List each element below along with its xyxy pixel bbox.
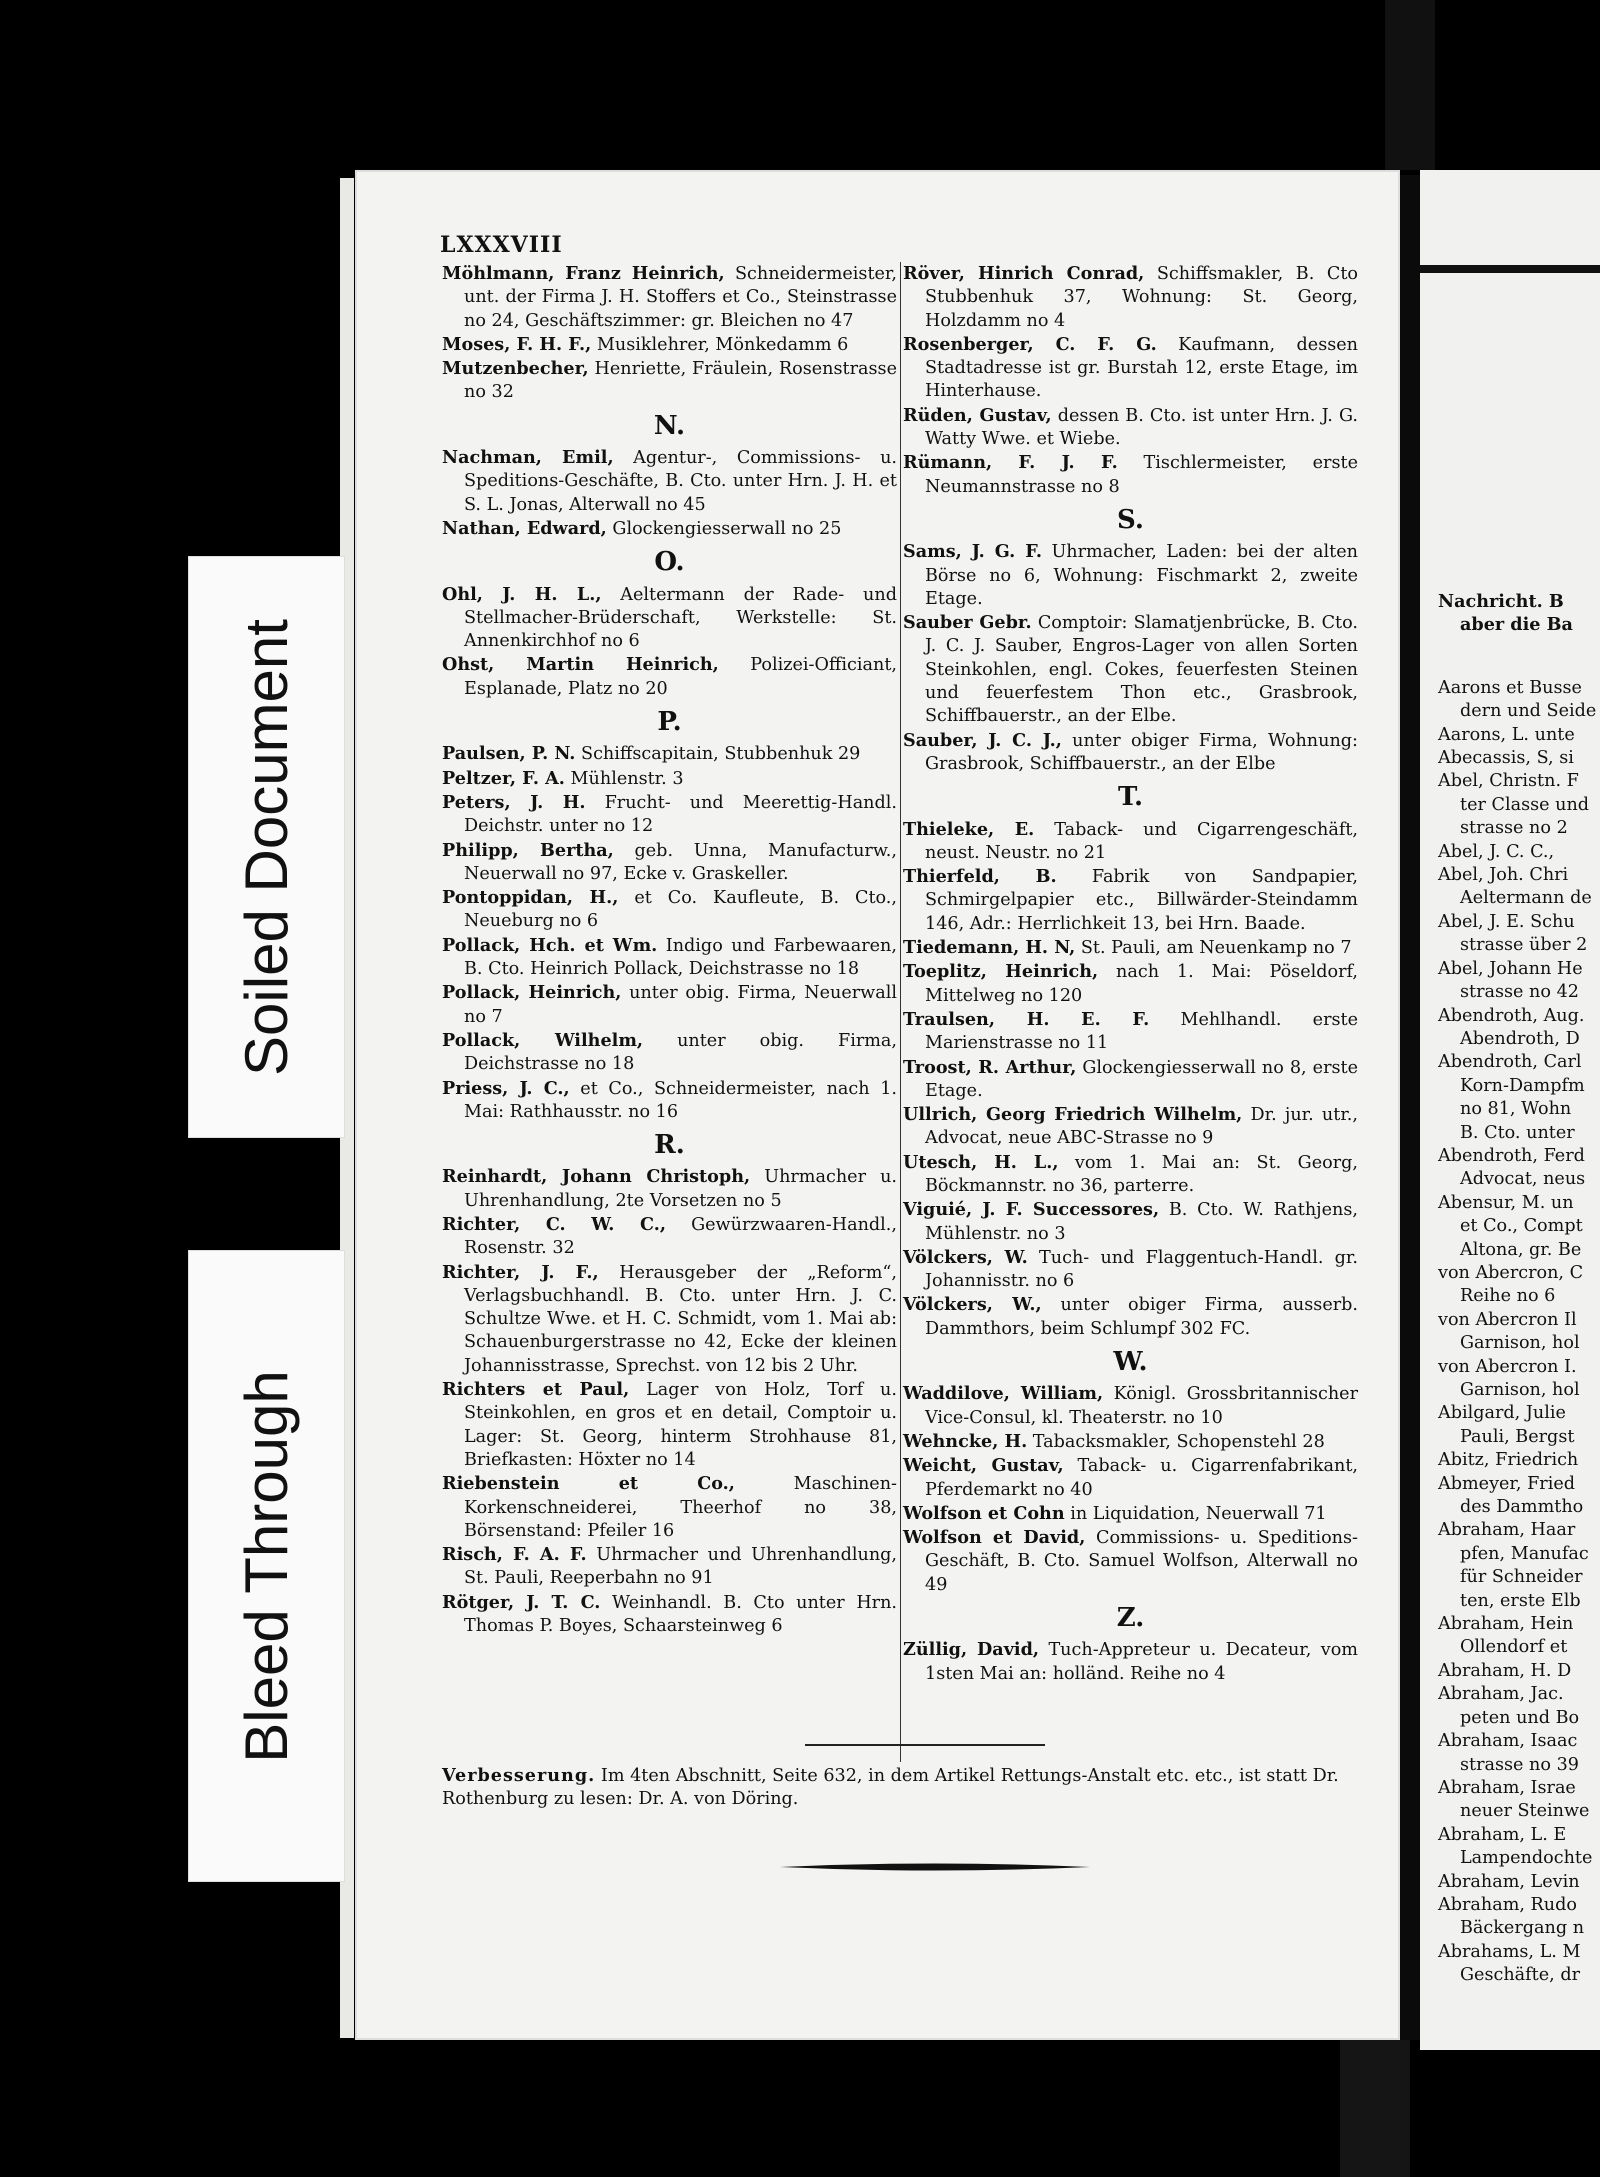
adjacent-entry-fragment: pfen, Manufac xyxy=(1460,1543,1589,1564)
adjacent-page-text xyxy=(1438,590,1600,1988)
adjacent-entry-fragment: Advocat, neus xyxy=(1460,1169,1586,1190)
adjacent-entry-fragment: B. Cto. unter xyxy=(1460,1122,1575,1143)
adjacent-entry-fragment: von Abercron I. xyxy=(1438,1356,1577,1377)
adjacent-entry-fragment: für Schneider xyxy=(1460,1567,1583,1588)
adjacent-entry-fragment: Abraham, Jac. xyxy=(1438,1684,1564,1705)
entry-details: unter obiger Firma, Wohnung: Grasbrook, Schiffbauerstr., an der Elbe xyxy=(925,730,1358,774)
entry-name: Risch, F. A. F. xyxy=(442,1544,587,1566)
adjacent-entry-fragment: Aeltermann de xyxy=(1460,888,1592,909)
entry-name: Richters et Paul, xyxy=(442,1379,630,1401)
directory-entry xyxy=(442,517,897,541)
entry-details: Schneidermeister, unt. der Firma J. H. Stoffers et Co., Steinstrasse no 24, Geschäftszimmer: gr. Bleichen no 47 xyxy=(464,264,898,331)
directory-entry xyxy=(903,1454,1358,1502)
column-divider xyxy=(900,262,901,1762)
adjacent-entry-fragment: Ollendorf et xyxy=(1460,1637,1568,1658)
adjacent-entry-fragment: Abel, Joh. Chri xyxy=(1438,865,1569,886)
directory-entry xyxy=(903,1246,1358,1294)
section-letter: O. xyxy=(654,547,685,578)
entry-name: Tiedemann, H. N, xyxy=(903,937,1076,959)
adjacent-entry-fragment: Abel, J. E. Schu xyxy=(1438,911,1575,932)
entry-details: geb. Unna, Manufacturw., Neuerwall no 97, Ecke v. Graskeller. xyxy=(464,840,897,884)
directory-entry xyxy=(442,583,897,654)
directory-entry xyxy=(442,791,897,839)
directory-entry xyxy=(903,1151,1358,1199)
entry-name: Peters, J. H. xyxy=(442,791,586,813)
adjacent-entry-fragment: Garnison, hol xyxy=(1460,1380,1580,1400)
directory-entry xyxy=(442,886,897,934)
label-soiled-document: Soiled Document xyxy=(188,556,345,1138)
entry-details: Weinhandl. B. Cto unter Hrn. Thomas P. Boyes, Schaarsteinweg 6 xyxy=(464,1592,897,1637)
entry-name: Thierfeld, B. xyxy=(903,866,1057,888)
entry-name: Weicht, Gustav, xyxy=(903,1455,1064,1477)
adjacent-entry-fragment: des Dammtho xyxy=(1460,1497,1584,1518)
separator-line xyxy=(805,1744,1045,1746)
entry-name: Rüden, Gustav, xyxy=(903,404,1052,426)
section-letter: P. xyxy=(657,707,682,738)
directory-entry xyxy=(903,1198,1358,1246)
right-column xyxy=(903,262,1358,1686)
section-letter: T. xyxy=(1117,782,1144,813)
entry-details: Tuch- und Flaggentuch-Handl. gr. Johannisstr. no 6 xyxy=(925,1247,1358,1292)
entry-details: Mehlhandl. erste Marienstrasse no 11 xyxy=(925,1009,1358,1054)
entry-name: Mutzenbecher, xyxy=(442,358,589,380)
entry-name: Viguié, J. F. Successores, xyxy=(903,1199,1160,1221)
entry-details: Agentur-, Commissions- u. Speditions-Geschäfte, B. Cto. unter Hrn. J. H. et S. L. Jonas, Alterwall no 45 xyxy=(464,448,898,515)
adjacent-entry-fragment: Abendroth, D xyxy=(1460,1028,1580,1049)
directory-entry xyxy=(903,818,1358,866)
directory-entry xyxy=(903,1293,1358,1341)
adjacent-entry-fragment: Abel, Johann He xyxy=(1438,958,1583,979)
entry-details: Herausgeber der „Reform“, Verlagsbuchhandl. B. Cto. unter Hrn. J. C. Schultze Wwe. et H. C. Schmidt, vom 1. Mai ab: Schauenburgerstrasse no 42, Ecke der kleinen Johannisstrasse, Sprechst. von 12 bis 2 Uhr. xyxy=(464,1262,897,1376)
adjacent-entry-fragment: ter Classe und xyxy=(1460,794,1590,815)
entry-name: Züllig, David, xyxy=(903,1639,1040,1661)
binding-strip-top xyxy=(1385,0,1435,170)
adjacent-entry-fragment: Abraham, Rudo xyxy=(1438,1894,1577,1915)
directory-entry xyxy=(442,742,897,766)
adjacent-entry-fragment: Altona, gr. Be xyxy=(1460,1239,1582,1260)
adjacent-entry-fragment: strasse über 2 xyxy=(1460,935,1588,956)
entry-details: Lager von Holz, Torf u. Steinkohlen, en gros et en detail, Comptoir u. Lager: St. Georg, hinterm Strohhause 81, Briefkasten: Höxter no 14 xyxy=(464,1380,897,1470)
entry-name: Nachman, Emil, xyxy=(442,447,614,469)
adjacent-entry-fragment: Abrahams, L. M xyxy=(1438,1941,1581,1962)
directory-entry xyxy=(903,1382,1358,1430)
entry-name: Sauber, J. C. J., xyxy=(903,729,1062,751)
adjacent-entry-fragment: Abraham, L. E xyxy=(1438,1824,1567,1845)
entry-name: Peltzer, F. A. xyxy=(442,767,565,789)
entry-details: nach 1. Mai: Pöseldorf, Mittelweg no 120 xyxy=(925,962,1358,1006)
adjacent-entry-fragment: Abraham, Hein xyxy=(1438,1614,1574,1635)
directory-entry xyxy=(442,262,897,333)
entry-details: Henriette, Fräulein, Rosenstrasse no 32 xyxy=(464,359,897,403)
entry-details: Tischlermeister, erste Neumannstrasse no 8 xyxy=(925,453,1358,497)
adjacent-entry-fragment: Abilgard, Julie xyxy=(1438,1403,1566,1424)
correction-text: Im 4ten Abschnitt, Seite 632, in dem Artikel Rettungs-Anstalt etc. etc., ist statt Dr. Rothenburg zu lesen: Dr. A. von Döring. xyxy=(442,1766,1339,1810)
entry-details: Tabacksmakler, Schopenstehl 28 xyxy=(1027,1431,1325,1452)
entry-details: Glockengiesserwall no 25 xyxy=(606,518,842,539)
entry-details: Taback- u. Cigarrenfabrikant, Pferdemarkt no 40 xyxy=(925,1456,1358,1500)
adjacent-entry-fragment: no 81, Wohn xyxy=(1460,1099,1572,1120)
directory-entry xyxy=(442,1261,897,1378)
adjacent-entry-fragment: Abel, Christn. F xyxy=(1438,771,1579,792)
directory-entry xyxy=(442,1077,897,1125)
entry-details: unter obig. Firma, Deichstrasse no 18 xyxy=(464,1030,897,1075)
entry-details: Maschinen-Korkenschneiderei, Theerhof no 38, Börsenstand: Pfeiler 16 xyxy=(464,1474,897,1541)
adjacent-page-rule xyxy=(1420,265,1600,273)
adjacent-entry-fragment: Abraham, Haar xyxy=(1438,1520,1576,1541)
adjacent-entry-fragment: Bäckergang n xyxy=(1460,1918,1585,1939)
entry-name: Waddilove, William, xyxy=(903,1383,1104,1405)
directory-entry xyxy=(903,262,1358,333)
adjacent-entry-fragment: von Abercron Il xyxy=(1438,1309,1577,1330)
entry-details: Gewürzwaaren-Handl., Rosenstr. 32 xyxy=(464,1214,897,1259)
directory-entry xyxy=(442,839,897,887)
adjacent-entry-fragment: Abraham, Levin xyxy=(1438,1871,1580,1892)
entry-name: Richter, J. F., xyxy=(442,1261,599,1283)
entry-name: Völckers, W. xyxy=(903,1246,1028,1268)
entry-details: St. Pauli, am Neuenkamp no 7 xyxy=(1075,938,1352,959)
directory-entry xyxy=(903,936,1358,960)
entry-details: Kaufmann, dessen Stadtadresse ist gr. Burstah 12, erste Etage, im Hinterhause. xyxy=(925,334,1358,402)
directory-entry xyxy=(903,1502,1358,1526)
entry-name: Ohl, J. H. L., xyxy=(442,583,602,605)
entry-name: Wolfson et David, xyxy=(903,1527,1086,1549)
entry-details: Schiffscapitain, Stubbenhuk 29 xyxy=(575,744,861,765)
binding-strip-bottom xyxy=(1340,2040,1410,2177)
directory-entry xyxy=(903,451,1358,499)
directory-entry xyxy=(903,404,1358,452)
directory-entry xyxy=(903,865,1358,936)
section-letter: S. xyxy=(1117,504,1144,535)
entry-name: Thieleke, E. xyxy=(903,818,1035,840)
entry-details: B. Cto. W. Rathjens, Mühlenstr. no 3 xyxy=(925,1200,1358,1244)
label-bleed-through: Bleed Through xyxy=(188,1250,345,1882)
entry-details: Uhrmacher u. Uhrenhandlung, 2te Vorsetzen no 5 xyxy=(464,1167,898,1211)
entry-name: Paulsen, P. N. xyxy=(442,743,576,765)
adjacent-entry-fragment: strasse no 39 xyxy=(1460,1754,1579,1775)
entry-name: Richter, C. W. C., xyxy=(442,1213,666,1235)
section-letter: W. xyxy=(1113,1347,1148,1378)
directory-entry xyxy=(442,333,897,357)
entry-details: Dr. jur. utr., Advocat, neue ABC-Strasse no 9 xyxy=(925,1105,1358,1149)
entry-name: Reinhardt, Johann Christoph, xyxy=(442,1166,751,1188)
ornament-rule xyxy=(780,1860,1090,1874)
adjacent-entry-fragment: Abensur, M. un xyxy=(1438,1192,1574,1213)
entry-details: vom 1. Mai an: St. Georg, Böckmannstr. no 36, parterre. xyxy=(925,1152,1358,1196)
directory-entry xyxy=(442,934,897,982)
entry-name: Röver, Hinrich Conrad, xyxy=(903,263,1145,284)
entry-details: Mühlenstr. 3 xyxy=(564,768,684,789)
entry-name: Toeplitz, Heinrich, xyxy=(903,961,1099,983)
adjacent-entry-fragment: Abendroth, Ferd xyxy=(1438,1145,1585,1166)
entry-details: Taback- und Cigarrengeschäft, neust. Neustr. no 21 xyxy=(925,819,1358,863)
entry-details: Aeltermann der Rade- und Stellmacher-Brüderschaft, Werkstelle: St. Annenkirchhof no 6 xyxy=(464,584,897,652)
adjacent-entry-fragment: Korn-Dampfm xyxy=(1460,1075,1585,1096)
directory-entry xyxy=(903,960,1358,1008)
adjacent-entry-fragment: Abraham, Israe xyxy=(1438,1777,1576,1798)
directory-entry xyxy=(442,1472,897,1543)
entry-details: unter obiger Firma, ausserb. Dammthors, beim Schlumpf 302 FC. xyxy=(925,1295,1358,1339)
entry-name: Wolfson et Cohn xyxy=(903,1502,1065,1524)
adjacent-entry-fragment: et Co., Compt xyxy=(1460,1216,1583,1237)
entry-name: Rötger, J. T. C. xyxy=(442,1591,601,1613)
entry-details: Tuch-Appreteur u. Decateur, vom 1sten Mai an: holländ. Reihe no 4 xyxy=(925,1640,1358,1684)
directory-entry xyxy=(442,653,897,701)
section-letter: Z. xyxy=(1116,1603,1145,1634)
directory-entry xyxy=(442,1029,897,1077)
adjacent-page xyxy=(1420,170,1600,2050)
entry-details: in Liquidation, Neuerwall 71 xyxy=(1064,1503,1327,1524)
entry-details: Uhrmacher, Laden: bei der alten Börse no 6, Wohnung: Fischmarkt 2, zweite Etage. xyxy=(925,542,1358,609)
adjacent-entry-fragment: Aarons, L. unte xyxy=(1438,724,1575,745)
adjacent-entry-fragment: Geschäfte, dr xyxy=(1460,1965,1581,1986)
section-letter: R. xyxy=(654,1130,685,1161)
entry-name: Rosenberger, C. F. G. xyxy=(903,333,1157,355)
adjacent-entry-fragment: ten, erste Elb xyxy=(1460,1590,1581,1611)
book-gutter xyxy=(1400,175,1420,2040)
directory-entry xyxy=(442,1591,897,1639)
entry-name: Troost, R. Arthur, xyxy=(903,1056,1077,1078)
correction-note xyxy=(442,1764,1360,1812)
directory-entry xyxy=(442,446,897,517)
adjacent-entry-fragment: neuer Steinwe xyxy=(1460,1801,1590,1822)
directory-entry xyxy=(903,1103,1358,1151)
page-number: LXXXVIII xyxy=(440,232,563,258)
entry-name: Priess, J. C., xyxy=(442,1077,570,1099)
entry-details: Schiffsmakler, B. Cto Stubbenhuk 37, Wohnung: St. Georg, Holzdamm no 4 xyxy=(925,264,1358,331)
adjacent-entry-fragment: Abendroth, Aug. xyxy=(1438,1005,1585,1026)
directory-entry xyxy=(442,1378,897,1472)
entry-details: Polizei-Officiant, Esplanade, Platz no 20 xyxy=(464,655,897,699)
adjacent-entry-fragment: Pauli, Bergst xyxy=(1460,1426,1575,1447)
directory-entry xyxy=(903,333,1358,404)
directory-entry xyxy=(442,767,897,791)
directory-entry xyxy=(903,611,1358,728)
entry-details: Comptoir: Slamatjenbrücke, B. Cto. J. C. J. Sauber, Engros-Lager von allen Sorten Steinkohlen, engl. Cokes, feuerfesten Steinen und feuerfestem Thon etc., Grasbrook, Schiffbauerstr., an der Elbe. xyxy=(925,613,1358,727)
directory-entry xyxy=(442,1543,897,1591)
directory-entry xyxy=(442,981,897,1029)
entry-name: Riebenstein et Co., xyxy=(442,1473,735,1495)
directory-entry xyxy=(903,540,1358,611)
entry-name: Sauber Gebr. xyxy=(903,612,1032,634)
adjacent-entry-fragment: dern und Seide xyxy=(1460,701,1597,722)
entry-name: Pollack, Hch. et Wm. xyxy=(442,934,658,956)
adjacent-entry-fragment: Abendroth, Carl xyxy=(1438,1052,1582,1073)
entry-details: et Co., Schneidermeister, nach 1. Mai: Rathhausstr. no 16 xyxy=(464,1078,897,1122)
correction-label: Verbesserung. xyxy=(442,1765,596,1786)
entry-name: Philipp, Bertha, xyxy=(442,839,614,861)
entry-name: Utesch, H. L., xyxy=(903,1151,1059,1173)
directory-entry xyxy=(442,357,897,405)
adjacent-entry-fragment: peten und Bo xyxy=(1460,1707,1580,1728)
adjacent-page-heading: Nachricht. B aber die Ba xyxy=(1438,591,1573,636)
adjacent-entry-fragment: strasse no 42 xyxy=(1460,982,1579,1003)
adjacent-entry-fragment: Abel, J. C. C., xyxy=(1438,841,1555,862)
adjacent-entry-fragment: Abecassis, S, si xyxy=(1438,748,1574,769)
entry-name: Pontoppidan, H., xyxy=(442,887,619,909)
entry-name: Ullrich, Georg Friedrich Wilhelm, xyxy=(903,1104,1243,1126)
directory-entry xyxy=(903,1526,1358,1597)
entry-details: Indigo und Farbewaaren, B. Cto. Heinrich Pollack, Deichstrasse no 18 xyxy=(464,935,897,980)
entry-details: Königl. Grossbritannischer Vice-Consul, kl. Theaterstr. no 10 xyxy=(925,1384,1358,1428)
adjacent-entry-fragment: Lampendochte xyxy=(1460,1848,1593,1869)
entry-details: Frucht- und Meerettig-Handl. Deichstr. unter no 12 xyxy=(464,792,897,837)
adjacent-entry-fragment: von Abercron, C xyxy=(1438,1262,1584,1283)
entry-details: unter obig. Firma, Neuerwall no 7 xyxy=(464,983,897,1027)
adjacent-entry-fragment: strasse no 2 xyxy=(1460,818,1568,839)
entry-name: Völckers, W., xyxy=(903,1294,1042,1316)
entry-name: Traulsen, H. E. F. xyxy=(903,1008,1150,1030)
directory-entry xyxy=(903,1056,1358,1104)
entry-name: Moses, F. H. F., xyxy=(442,333,592,355)
entry-details: dessen B. Cto. ist unter Hrn. J. G. Watty Wwe. et Wiebe. xyxy=(925,405,1358,450)
directory-entry xyxy=(903,1430,1358,1454)
left-column xyxy=(442,262,897,1638)
entry-name: Sams, J. G. F. xyxy=(903,541,1043,563)
entry-name: Ohst, Martin Heinrich, xyxy=(442,654,719,676)
entry-name: Nathan, Edward, xyxy=(442,517,607,539)
entry-details: Musiklehrer, Mönkedamm 6 xyxy=(591,334,849,355)
adjacent-entry-fragment: Garnison, hol xyxy=(1460,1333,1580,1354)
directory-entry xyxy=(903,729,1358,777)
section-letter: N. xyxy=(653,410,686,441)
entry-details: Glockengiesserwall no 8, erste Etage. xyxy=(925,1057,1358,1101)
entry-name: Wehncke, H. xyxy=(903,1430,1028,1452)
entry-name: Möhlmann, Franz Heinrich, xyxy=(442,263,725,284)
entry-details: Commissions- u. Speditions-Geschäft, B. Cto. Samuel Wolfson, Alterwall no 49 xyxy=(925,1528,1358,1595)
entry-details: Uhrmacher und Uhrenhandlung, St. Pauli, Reeperbahn no 91 xyxy=(464,1545,898,1589)
entry-details: et Co. Kaufleute, B. Cto., Neueburg no 6 xyxy=(464,888,897,932)
adjacent-entry-fragment: Abitz, Friedrich xyxy=(1438,1450,1579,1471)
adjacent-entry-fragment: Abraham, H. D xyxy=(1438,1660,1572,1681)
entry-name: Pollack, Wilhelm, xyxy=(442,1029,644,1051)
directory-entry xyxy=(903,1638,1358,1686)
adjacent-entry-fragment: Reihe no 6 xyxy=(1460,1286,1556,1307)
entry-details: Fabrik von Sandpapier, Schmirgelpapier etc., Billwärder-Steindamm 146, Adr.: Herrlichkeit 13, bei Hrn. Baade. xyxy=(925,867,1358,934)
directory-entry xyxy=(903,1008,1358,1056)
directory-entry xyxy=(442,1165,897,1213)
directory-entry xyxy=(442,1213,897,1261)
entry-name: Rümann, F. J. F. xyxy=(903,452,1118,474)
adjacent-entry-fragment: Abraham, Isaac xyxy=(1438,1731,1578,1752)
entry-name: Pollack, Heinrich, xyxy=(442,982,622,1004)
adjacent-entry-fragment: Abmeyer, Fried xyxy=(1438,1473,1575,1494)
adjacent-entry-fragment: Aarons et Busse xyxy=(1438,677,1582,698)
